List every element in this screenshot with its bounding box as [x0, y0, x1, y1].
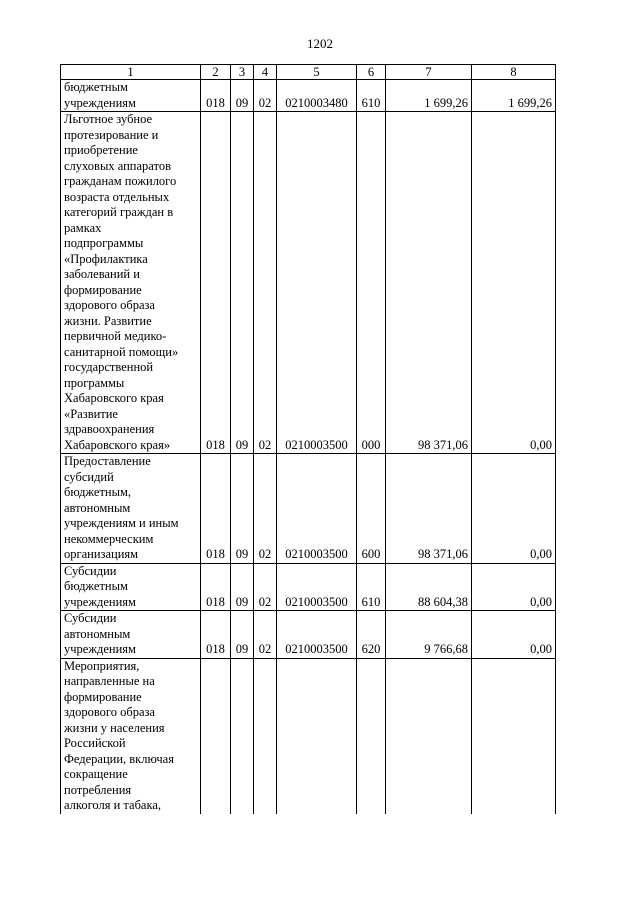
row-cell-expense-type: 610 — [357, 563, 386, 611]
row-name-line: первичной медико- — [64, 329, 167, 343]
row-name-line: Российской — [64, 736, 126, 750]
row-name-line: потребления — [64, 782, 132, 797]
row-name-cell — [61, 658, 201, 814]
row-cell-ministry — [201, 658, 231, 814]
table-row — [61, 563, 556, 611]
row-name-line: организациям — [64, 547, 139, 561]
row-cell-section: 09 — [231, 563, 254, 611]
row-cell-ministry: 018 — [201, 611, 231, 659]
row-name-line: Льготное зубное — [64, 112, 153, 126]
row-name-line: учреждениям и иным — [64, 516, 179, 530]
row-cell-ministry: 018 — [201, 454, 231, 564]
row-name-line: сокращение — [64, 767, 128, 781]
row-cell-section: 09 — [231, 112, 254, 454]
row-cell-amount-plan — [386, 658, 472, 814]
row-name-line: программы — [64, 375, 125, 390]
header-col-7: 7 — [386, 65, 472, 80]
row-name-line: бюджетным — [64, 80, 128, 94]
row-name-line: формирование — [64, 689, 142, 704]
header-col-6: 6 — [357, 65, 386, 80]
row-name-line: «Развитие — [64, 406, 118, 421]
row-name-cell — [61, 563, 201, 611]
row-name-cell — [61, 454, 201, 564]
row-cell-amount-fed: 1 699,26 — [472, 80, 556, 112]
row-name-line: автономным — [64, 500, 131, 515]
row-cell-subsection: 02 — [254, 80, 277, 112]
row-name-line: Хабаровского края — [64, 391, 164, 405]
row-cell-expense-type: 600 — [357, 454, 386, 564]
row-cell-target-article: 0210003500 — [277, 611, 357, 659]
row-cell-amount-plan: 88 604,38 — [386, 563, 472, 611]
row-cell-expense-type — [357, 658, 386, 814]
row-name-line: Субсидии — [64, 563, 117, 578]
row-cell-section: 09 — [231, 80, 254, 112]
row-cell-amount-plan: 9 766,68 — [386, 611, 472, 659]
row-cell-amount-fed: 0,00 — [472, 454, 556, 564]
row-cell-target-article: 0210003500 — [277, 563, 357, 611]
row-name-line: протезирование и — [64, 127, 159, 142]
row-name-line: формирование — [64, 282, 142, 297]
header-col-3: 3 — [231, 65, 254, 80]
header-col-1: 1 — [61, 65, 201, 80]
row-name-line: приобретение — [64, 143, 138, 157]
row-name-line: возраста отдельных — [64, 189, 170, 204]
row-cell-amount-fed — [472, 658, 556, 814]
row-name-line: учреждениям — [64, 95, 136, 110]
table-body — [61, 80, 556, 814]
row-cell-subsection: 02 — [254, 611, 277, 659]
row-name-line: санитарной помощи» — [64, 344, 179, 359]
table-row — [61, 112, 556, 454]
row-name-line: категорий граждан в — [64, 205, 174, 219]
table-row — [61, 80, 556, 112]
row-cell-amount-fed: 0,00 — [472, 112, 556, 454]
row-name-cell — [61, 112, 201, 454]
header-col-4: 4 — [254, 65, 277, 80]
row-cell-section — [231, 658, 254, 814]
row-cell-subsection — [254, 658, 277, 814]
row-cell-section: 09 — [231, 611, 254, 659]
row-name-line: Хабаровского края» — [64, 437, 171, 452]
row-cell-target-article: 0210003480 — [277, 80, 357, 112]
row-name-line: учреждениям — [64, 642, 136, 656]
row-cell-subsection: 02 — [254, 454, 277, 564]
row-cell-ministry: 018 — [201, 80, 231, 112]
row-cell-target-article — [277, 658, 357, 814]
row-name-line: Предоставление — [64, 454, 151, 468]
table-row — [61, 454, 556, 564]
row-cell-target-article: 0210003500 — [277, 454, 357, 564]
row-cell-amount-plan: 98 371,06 — [386, 112, 472, 454]
row-name-line: здорового образа — [64, 705, 155, 719]
row-name-line: здорового образа — [64, 298, 155, 312]
budget-table — [60, 64, 556, 814]
row-cell-amount-fed: 0,00 — [472, 611, 556, 659]
row-name-line: алкоголя и табака, — [64, 798, 162, 812]
row-name-line: Субсидии — [64, 611, 117, 625]
header-col-2: 2 — [201, 65, 231, 80]
row-name-line: бюджетным — [64, 579, 128, 593]
row-name-line: бюджетным, — [64, 485, 132, 499]
row-name-line: гражданам пожилого — [64, 174, 177, 188]
row-cell-expense-type: 620 — [357, 611, 386, 659]
row-cell-section: 09 — [231, 454, 254, 564]
row-cell-expense-type: 000 — [357, 112, 386, 454]
row-name-line: жизни. Развитие — [64, 313, 152, 328]
row-name-line: Мероприятия, — [64, 658, 140, 673]
row-name-line: государственной — [64, 360, 154, 374]
table-row — [61, 658, 556, 814]
row-cell-amount-plan: 98 371,06 — [386, 454, 472, 564]
row-name-line: здравоохранения — [64, 422, 155, 436]
row-name-line: учреждениям — [64, 594, 136, 609]
row-name-line: слуховых аппаратов — [64, 158, 171, 173]
page-number: 1202 — [307, 36, 333, 51]
row-name-line: некоммерческим — [64, 531, 154, 546]
row-name-line: подпрограммы — [64, 236, 144, 250]
row-name-line: автономным — [64, 626, 131, 641]
row-name-line: жизни у населения — [64, 720, 165, 735]
row-cell-amount-plan: 1 699,26 — [386, 80, 472, 112]
row-name-line: направленные на — [64, 674, 155, 688]
row-name-line: Федерации, включая — [64, 751, 174, 766]
row-name-line: заболеваний и — [64, 267, 140, 281]
row-name-cell — [61, 611, 201, 659]
row-cell-amount-fed: 0,00 — [472, 563, 556, 611]
row-cell-target-article: 0210003500 — [277, 112, 357, 454]
row-cell-ministry: 018 — [201, 112, 231, 454]
row-name-line: субсидий — [64, 469, 114, 484]
header-row — [61, 65, 556, 80]
table-row — [61, 611, 556, 659]
header-col-8: 8 — [472, 65, 556, 80]
row-cell-subsection: 02 — [254, 112, 277, 454]
header-col-5: 5 — [277, 65, 357, 80]
row-name-line: рамках — [64, 220, 102, 235]
row-name-cell — [61, 80, 201, 112]
row-cell-expense-type: 610 — [357, 80, 386, 112]
row-name-line: «Профилактика — [64, 251, 148, 266]
row-cell-ministry: 018 — [201, 563, 231, 611]
row-cell-subsection: 02 — [254, 563, 277, 611]
